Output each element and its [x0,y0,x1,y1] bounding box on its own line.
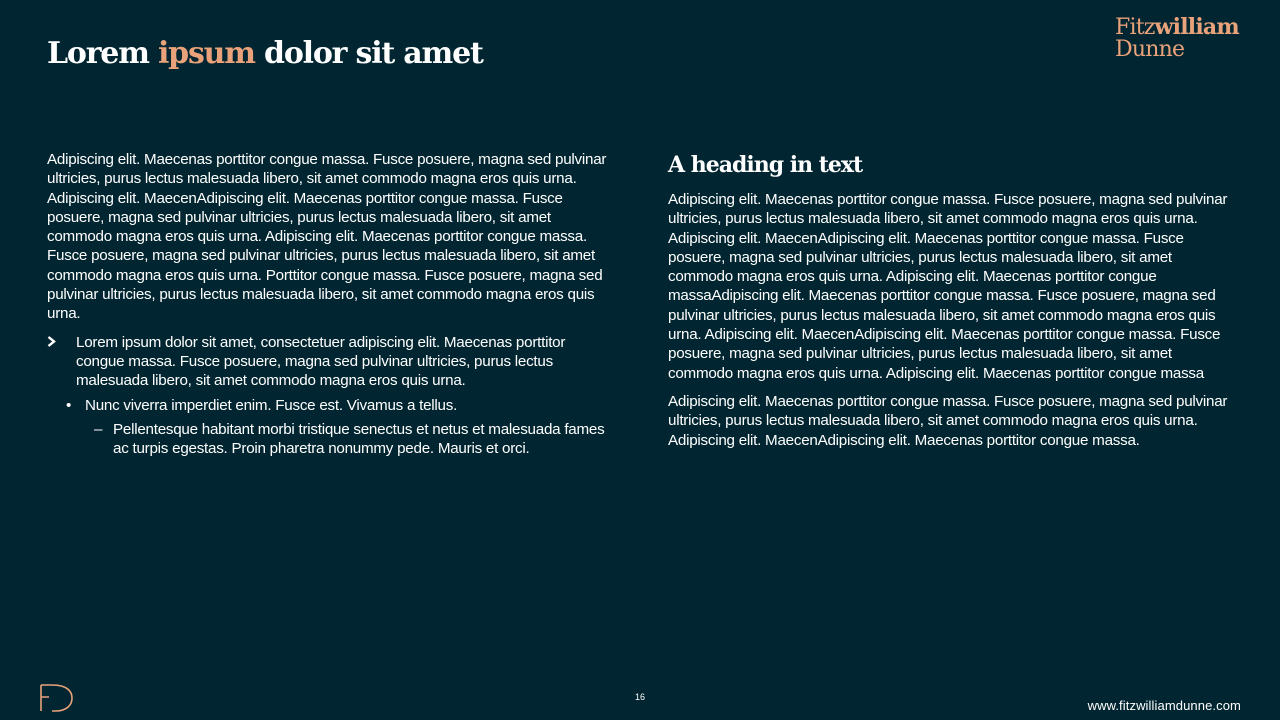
list-item-text: Lorem ipsum dolor sit amet, consectetuer adipiscing elit. Maecenas porttitor congue massa. Fusce posuere, magna sed pulvinar ultricies, purus lectus malesuada libero, sit amet commodo magna eros quis urna. [76,333,566,390]
list-item-level3 [47,420,609,459]
list-item-text: Nunc viverra imperdiet enim. Fusce est. Vivamus a tellus. [85,396,458,414]
right-paragraph-2: Adipiscing elit. Maecenas porttitor congue massa. Fusce posuere, magna sed pulvinar ultricies, purus lectus malesuada libero, sit amet commodo magna eros quis urna. Adipiscing elit. MaecenAdipiscing elit. Maecenas porttitor congue massa. [668,392,1228,449]
section-heading: A heading in text [668,152,863,178]
logo-line1-bold: william [1154,14,1239,40]
list-item-level2 [47,396,609,415]
logo-line1-regular: Fitz [1115,15,1155,40]
dash-icon: – [94,420,103,438]
title-part2: dolor sit amet [254,36,483,71]
page-title [47,36,483,72]
right-paragraph-1: Adipiscing elit. Maecenas porttitor congue massa. Fusce posuere, magna sed pulvinar ultricies, purus lectus malesuada libero, sit amet commodo magna eros quis urna. Adipiscing elit. MaecenAdipiscing elit. Maecenas porttitor congue massa. Fusce posuere, magna sed pulvinar ultricies, purus lectus malesuada libero, sit amet commodo magna eros quis urna. Adipiscing elit. Maecenas porttitor congue massaAdipiscing elit. Maecenas porttitor congue massa. Fusce posuere, magna sed pulvinar ultricies, purus lectus malesuada libero, sit amet commodo magna eros quis urna. Adipiscing elit. MaecenAdipiscing elit. Maecenas porttitor congue massa. Fusce posuere, magna sed pulvinar ultricies, purus lectus malesuada libero, sit amet commodo magna eros quis urna. Adipiscing elit. Maecenas porttitor congue massa [668,191,1228,382]
left-paragraph: Adipiscing elit. Maecenas porttitor congue massa. Fusce posuere, magna sed pulvinar ultricies, purus lectus malesuada libero, sit amet commodo magna eros quis urna. Adipiscing elit. MaecenAdipiscing elit. Maecenas porttitor congue massa. Fusce posuere, magna sed pulvinar ultricies, purus lectus malesuada libero, sit amet commodo magna eros quis urna. Adipiscing elit. Maecenas porttitor congue massa. Fusce posuere, magna sed pulvinar ultricies, purus lectus malesuada libero, sit amet commodo magna eros quis urna. Porttitor congue massa. Fusce posuere, magna sed pulvinar ultricies, purus lectus malesuada libero, sit amet commodo magna eros quis urna. [47,151,607,323]
logo-line2: Dunne [1115,37,1185,62]
title-part1: Lorem [47,36,158,71]
title-accent: ipsum [157,36,255,71]
bullet-list [47,333,609,459]
bullet-icon: • [66,396,72,414]
page-number: 16 [634,692,645,702]
chevron-right-icon [47,333,56,352]
right-column [668,150,1236,459]
website-url: www.fitzwilliamdunne.com [1087,698,1241,713]
list-item-level1 [47,333,609,391]
list-item-text: Pellentesque habitant morbi tristique senectus et netus et malesuada fames ac turpis egestas. Proin pharetra nonummy pede. Mauris et orci. [113,420,605,458]
brand-logo [1115,16,1239,61]
left-column [47,150,609,463]
